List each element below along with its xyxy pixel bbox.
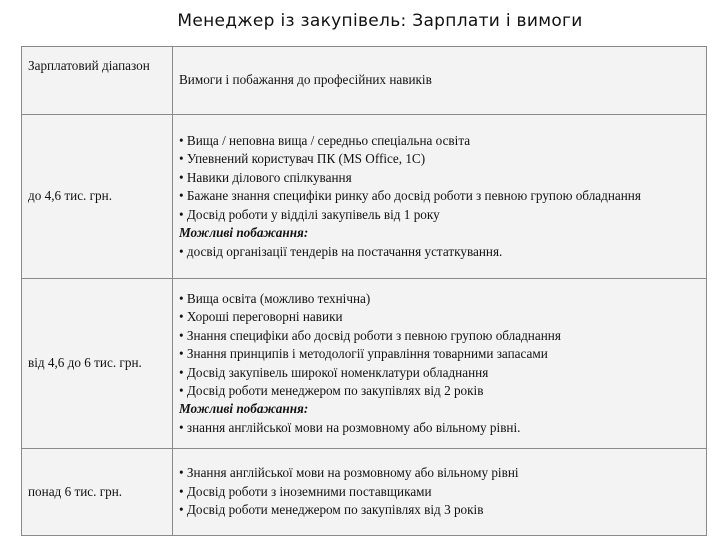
wishes-label: Можливі побажання:	[179, 225, 309, 241]
wish-item: • знання англійської мови на розмовному або вільному рівні.	[179, 419, 521, 435]
requirement-item: • Досвід роботи з іноземними поставщиками	[179, 483, 432, 499]
header-salary-range: Зарплатовий діапазон	[22, 47, 173, 115]
table-header-row	[22, 47, 707, 115]
requirement-item: • Знання англійської мови на розмовному або вільному рівні	[179, 465, 519, 481]
requirement-item: • Вища / неповна вища / середньо спеціальна освіта	[179, 133, 471, 149]
requirement-item: • Знання специфіки або досвід роботи з певною групою обладнання	[179, 327, 561, 343]
wish-item: • досвід організації тендерів на постачання устаткування.	[179, 243, 503, 259]
requirement-item: • Досвід роботи менеджером по закупівлях від 3 років	[179, 502, 484, 518]
salary-cell: до 4,6 тис. грн.	[22, 115, 173, 279]
salary-cell: понад 6 тис. грн.	[22, 449, 173, 536]
requirements-cell	[173, 449, 707, 536]
header-requirements: Вимоги і побажання до професійних навиків	[173, 47, 707, 115]
salary-requirements-table	[21, 46, 707, 536]
table-row	[22, 115, 707, 279]
requirement-item: • Навики ділового спілкування	[179, 169, 352, 185]
requirement-item: • Знання принципів і методології управління товарними запасами	[179, 346, 548, 362]
requirements-cell	[173, 115, 707, 279]
requirement-item: • Вища освіта (можливо технічна)	[179, 290, 371, 306]
wishes-label: Можливі побажання:	[179, 401, 309, 417]
requirement-item: • Хороші переговорні навики	[179, 309, 343, 325]
requirements-cell	[173, 279, 707, 449]
requirement-item: • Досвід роботи менеджером по закупівлях від 2 років	[179, 382, 484, 398]
table-row	[22, 279, 707, 449]
requirement-item: • Бажане знання специфіки ринку або досвід роботи з певною групою обладнання	[179, 188, 641, 204]
requirement-item: • Досвід роботи у відділі закупівель від 1 року	[179, 206, 440, 222]
requirement-item: • Досвід закупівель широкої номенклатури обладнання	[179, 364, 489, 380]
salary-cell: від 4,6 до 6 тис. грн.	[22, 279, 173, 449]
table-row	[22, 449, 707, 536]
requirement-item: • Упевнений користувач ПК (MS Office, 1С)	[179, 151, 426, 167]
page-title: Менеджер із закупівель: Зарплати і вимоги	[177, 11, 583, 31]
